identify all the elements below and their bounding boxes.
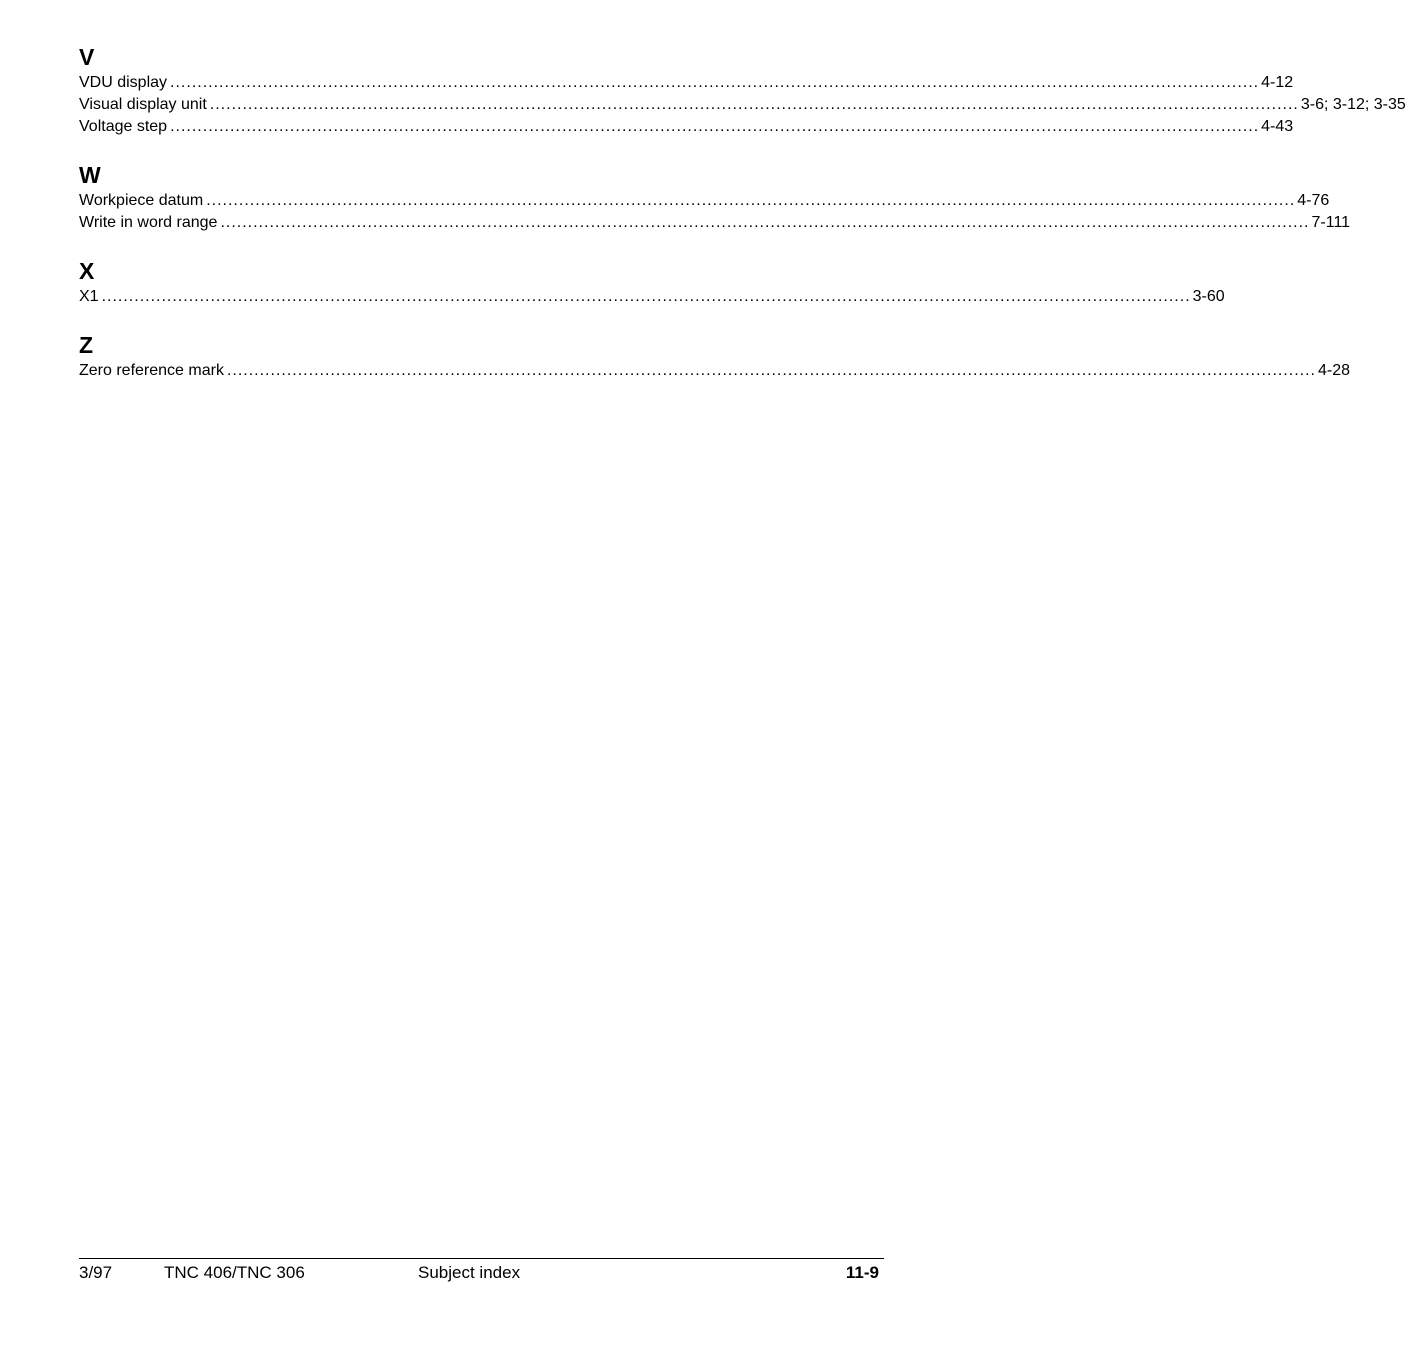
section-letter: X [79, 258, 95, 284]
entry-term: Workpiece datum [79, 192, 204, 209]
entry-term: Write in word range [79, 214, 218, 231]
dot-leader: ........................................................................................................................................................................................................ [170, 74, 1260, 91]
index-entry [79, 72, 1294, 94]
dot-leader: ........................................................................................................................................................................................................ [220, 214, 1310, 231]
index-section-z [79, 330, 1351, 382]
entry-term: Zero reference mark [79, 362, 224, 379]
index-entry [79, 94, 1406, 116]
footer-date: 3/97 [79, 1263, 113, 1282]
section-letter: Z [79, 332, 94, 358]
page-number: 11-9 [845, 1263, 879, 1282]
footer-product: TNC 406/TNC 306 [164, 1263, 305, 1282]
index-section-x [79, 256, 1225, 308]
page-footer [79, 1258, 884, 1282]
entry-pages: 4-12 [1261, 74, 1294, 91]
footer-title: Subject index [418, 1263, 521, 1282]
subject-index [79, 42, 1406, 404]
entry-pages: 4-28 [1318, 362, 1351, 379]
index-section-v [79, 42, 1406, 138]
index-entry [79, 116, 1294, 138]
entry-term: Visual display unit [79, 96, 207, 113]
entry-pages: 7-111 [1311, 214, 1351, 231]
entry-term: VDU display [79, 74, 168, 91]
dot-leader: ........................................................................................................................................................................................................ [209, 96, 1299, 113]
entry-pages: 4-43 [1261, 118, 1294, 135]
entry-pages: 3-6; 3-12; 3-35 [1300, 96, 1406, 113]
index-entry [79, 286, 1225, 308]
dot-leader: ........................................................................................................................................................................................................ [170, 118, 1260, 135]
dot-leader: ........................................................................................................................................................................................................ [206, 192, 1296, 209]
index-section-w [79, 160, 1351, 234]
dot-leader: ........................................................................................................................................................................................................ [101, 288, 1191, 305]
entry-pages: 3-60 [1192, 288, 1225, 305]
index-entry [79, 360, 1351, 382]
index-entry [79, 212, 1351, 234]
section-letter: V [79, 44, 95, 70]
index-entry [79, 190, 1330, 212]
entry-term: X1 [79, 288, 99, 305]
entry-term: Voltage step [79, 118, 168, 135]
entry-pages: 4-76 [1297, 192, 1330, 209]
dot-leader: ........................................................................................................................................................................................................ [226, 362, 1316, 379]
section-letter: W [79, 162, 101, 188]
